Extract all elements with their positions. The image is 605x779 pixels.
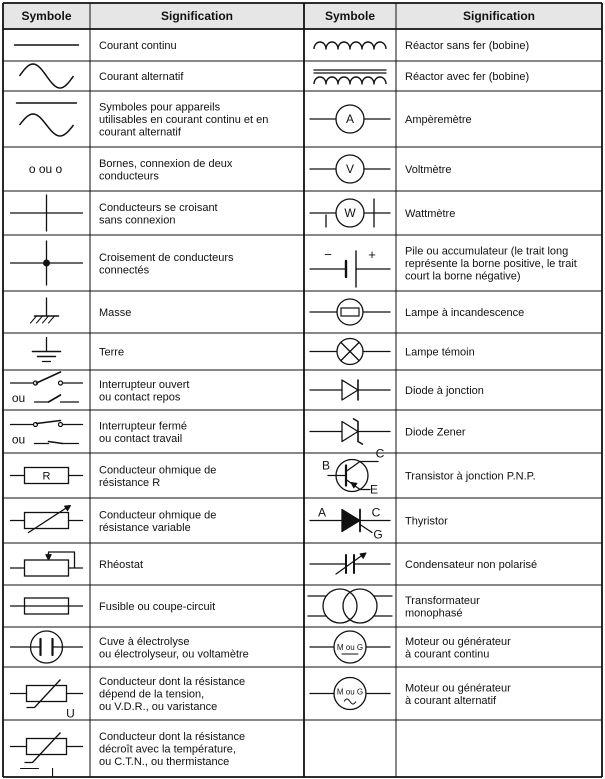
meaning-text: ou contact travail — [99, 432, 183, 445]
symbol-battery — [310, 247, 390, 287]
meaning-text: Moteur ou générateur — [405, 682, 511, 695]
meaning-text: Condensateur non polarisé — [405, 559, 538, 571]
symbol-acdc — [17, 103, 77, 136]
right-row-15 — [310, 631, 511, 663]
meaning-text: Masse — [99, 307, 132, 319]
stroke — [314, 42, 386, 49]
meaning-text: Conducteur ohmique de — [99, 464, 217, 477]
symbol-wattmeter — [310, 199, 390, 227]
right-row-2 — [314, 70, 529, 84]
symbol-switch_open — [11, 372, 83, 405]
symbol-fuse — [11, 598, 83, 614]
header-left-symbol: Symbole — [21, 9, 72, 23]
symbol-meter — [310, 155, 390, 183]
right-row-7 — [310, 299, 524, 325]
symbol-capacitor — [310, 553, 390, 574]
left-row-8 — [33, 338, 125, 362]
wire — [49, 442, 63, 444]
meaning-text: utilisables en courant continu et en — [99, 114, 269, 126]
symbol-label: A — [345, 112, 355, 126]
symbol-indicator — [310, 339, 390, 365]
stroke — [25, 733, 61, 763]
symbol-label: o ou o — [28, 162, 63, 176]
meaning-text: à courant alternatif — [405, 694, 497, 707]
meaning-text: Réactor avec fer (bobine) — [405, 71, 530, 83]
left-row-10 — [11, 420, 188, 446]
stroke — [314, 77, 386, 84]
symbol-transistor — [322, 447, 385, 497]
rect-mark — [27, 686, 67, 702]
symbol-label: E — [369, 482, 379, 497]
meaning-text: sans connexion — [99, 214, 176, 227]
stroke — [20, 114, 74, 136]
left-row-6 — [11, 241, 235, 285]
right-row-13 — [310, 553, 537, 574]
right-row-10 — [310, 419, 466, 445]
wire — [37, 372, 61, 383]
circle-mark — [343, 589, 377, 623]
meaning-text: Interrupteur ouvert — [99, 378, 190, 391]
meaning-text: court la borne négative) — [405, 270, 521, 283]
symbol-label: A — [317, 505, 327, 520]
symbol-resistor — [11, 468, 83, 484]
stroke — [27, 680, 61, 708]
left-row-13 — [11, 552, 144, 576]
left-row-5 — [11, 195, 218, 231]
meaning-text: Bornes, connexion de deux — [99, 157, 233, 170]
header-left-meaning: Signification — [161, 9, 233, 23]
meaning-text: résistance variable — [99, 521, 191, 534]
meaning-text: décroît avec la température, — [99, 743, 236, 756]
meaning-text: Fusible ou coupe-circuit — [99, 601, 216, 613]
symbol-label: I — [50, 765, 55, 779]
meaning-text: monophasé — [405, 607, 463, 620]
meaning-text: à courant continu — [405, 648, 490, 661]
right-row-4 — [310, 155, 451, 183]
symbol-earth — [33, 338, 61, 362]
symbol-switch_closed — [11, 421, 83, 447]
left-row-7 — [31, 298, 132, 323]
symbol-label: B — [321, 458, 331, 473]
meaning-text: Moteur ou générateur — [405, 635, 511, 648]
left-row-4 — [29, 158, 233, 183]
meaning-text: Pile ou accumulateur (le trait long — [405, 245, 569, 258]
stroke — [20, 64, 74, 88]
symbol-label: R — [42, 470, 51, 483]
wire — [31, 316, 37, 323]
symbol-label: C — [371, 505, 381, 520]
meaning-text: représente la borne positive, le trait — [405, 258, 577, 270]
meaning-text: conducteurs — [99, 170, 159, 183]
meaning-text: Conducteurs se croisant — [99, 201, 218, 214]
symbol-label: + — [368, 247, 376, 262]
symbol-inductor — [314, 42, 386, 49]
left-row-1 — [15, 40, 177, 52]
wire — [360, 525, 372, 533]
left-row-11 — [11, 464, 217, 489]
symbol-inductor_core — [314, 70, 386, 84]
meaning-text: ou contact repos — [99, 391, 181, 404]
wire — [37, 421, 61, 424]
right-row-5 — [310, 199, 455, 227]
wire — [49, 316, 55, 323]
meaning-text: Croisement de conducteurs — [99, 251, 234, 264]
right-row-16 — [310, 678, 511, 710]
left-row-14 — [11, 598, 216, 614]
symbol-thyristor — [310, 506, 390, 542]
meaning-text: Voltmètre — [405, 164, 452, 176]
meaning-text: Symboles pour appareils — [99, 101, 221, 114]
meaning-text: Transistor à jonction P.N.P. — [405, 470, 536, 483]
symbol-electrolysis — [11, 631, 83, 663]
meaning-text: connectés — [99, 264, 150, 277]
meaning-text: Conducteur dont la résistance — [99, 676, 246, 688]
symbol-label: ou — [11, 391, 26, 405]
right-row-9 — [310, 380, 484, 400]
wire — [49, 395, 61, 402]
symbol-label: ou — [11, 432, 26, 447]
symbol-ctn — [11, 733, 83, 779]
header-right-meaning: Signification — [463, 9, 535, 23]
symbol-transformer — [308, 589, 392, 623]
left-row-17 — [11, 731, 246, 779]
meaning-text: Lampe à incandescence — [405, 307, 525, 319]
stroke — [360, 553, 366, 558]
symbol-label: − — [324, 247, 332, 262]
left-row-16 — [11, 676, 246, 721]
symbol-terminals — [29, 162, 63, 176]
meaning-text: courant alternatif — [99, 126, 181, 139]
right-row-14 — [308, 589, 480, 623]
rect-mark — [27, 739, 67, 755]
wire — [37, 316, 43, 323]
stroke — [342, 510, 360, 532]
symbol-label: U — [66, 706, 75, 721]
meaning-text: Réactor sans fer (bobine) — [405, 40, 530, 52]
symbol-diode — [310, 380, 390, 400]
symbol-lamp — [310, 299, 390, 325]
meaning-text: Lampe témoin — [405, 346, 475, 359]
meaning-text: Diode Zener — [405, 426, 466, 439]
right-row-3 — [310, 105, 472, 133]
left-row-3 — [17, 102, 269, 139]
header-right-symbol: Symbole — [324, 9, 376, 23]
meaning-text: Conducteur ohmique de — [99, 509, 217, 522]
right-row-11 — [322, 447, 536, 497]
stroke — [46, 555, 51, 560]
symbol-variable_resistor — [11, 506, 83, 533]
stroke — [344, 699, 356, 704]
symbol-label: W — [344, 206, 356, 220]
symbol-zener — [310, 419, 390, 445]
right-row-12 — [310, 506, 448, 542]
stroke — [65, 506, 71, 511]
symbol-motor_dc — [310, 631, 390, 663]
symbol-label: V — [345, 162, 355, 176]
meaning-text: ou électrolyseur, ou voltamètre — [99, 648, 249, 661]
table-header — [3, 3, 602, 29]
right-row-6 — [310, 246, 577, 288]
wire — [346, 462, 360, 472]
right-row-1 — [314, 40, 529, 52]
right-row-8 — [310, 339, 475, 365]
left-row-2 — [20, 64, 185, 88]
table-grid — [3, 3, 602, 777]
symbol-label: G — [373, 527, 383, 542]
circle-mark — [323, 589, 357, 623]
symbol-ac — [20, 64, 74, 88]
symbol-rheostat — [11, 552, 83, 576]
left-row-15 — [11, 631, 249, 663]
left-row-9 — [11, 372, 190, 405]
meaning-text: Thyristor — [405, 515, 448, 528]
meaning-text: Courant continu — [99, 40, 177, 52]
symbol-junction — [11, 241, 83, 285]
rect-mark — [341, 308, 359, 316]
symbol-label: C — [375, 446, 385, 461]
meaning-text: Ampèremètre — [405, 114, 472, 126]
meaning-text: Transformateur — [405, 594, 480, 607]
meaning-text: ou C.T.N., ou thermistance — [99, 756, 230, 768]
wire — [43, 316, 49, 323]
meaning-text: résistance R — [99, 476, 161, 489]
meaning-text: Conducteur dont la résistance — [99, 731, 246, 743]
circle-mark — [44, 260, 50, 266]
stroke — [342, 422, 358, 442]
symbol-motor_ac — [310, 678, 390, 710]
left-row-12 — [11, 506, 217, 534]
symbol-vdr — [11, 680, 83, 721]
meaning-text: Cuve à électrolyse — [99, 635, 190, 648]
symbol-meter — [310, 105, 390, 133]
symbol-label: M ou G — [336, 643, 364, 652]
meaning-text: Rhéostat — [99, 559, 144, 571]
symbol-label: M ou G — [336, 687, 364, 697]
meaning-text: Diode à jonction — [405, 385, 484, 397]
stroke — [342, 380, 358, 400]
meaning-text: Interrupteur fermé — [99, 420, 188, 433]
meaning-text: Courant alternatif — [99, 71, 184, 83]
meaning-text: dépend de la tension, — [99, 688, 205, 701]
rect-mark — [25, 560, 69, 576]
symbol-ground — [31, 298, 59, 323]
symbol-crossing — [11, 195, 83, 231]
meaning-text: ou V.D.R., ou varistance — [99, 701, 218, 713]
meaning-text: Terre — [99, 346, 125, 359]
meaning-text: Wattmètre — [405, 208, 456, 220]
